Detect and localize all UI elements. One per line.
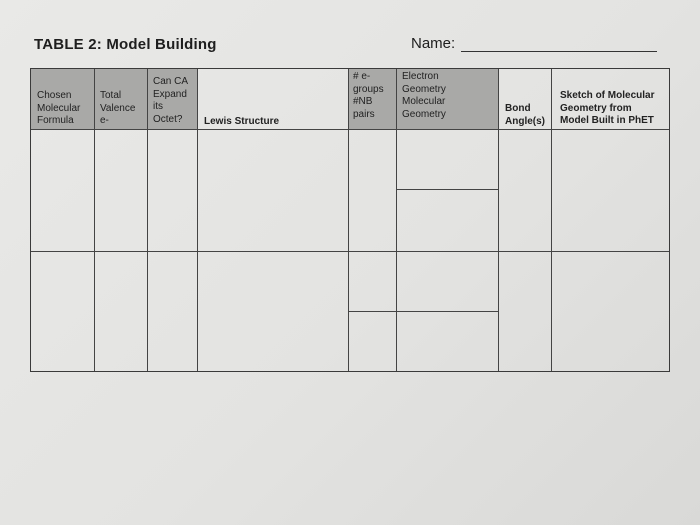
name-field [411,35,657,52]
col-header-sketch: Sketch of Molecular Geometry from Model Built in PhET [560,90,655,126]
grid-vline [498,69,499,371]
grid-vline [551,69,552,371]
grid-vline [94,69,95,371]
row-divider [31,251,669,252]
name-label: Name: [411,35,456,52]
name-line[interactable] [461,35,657,52]
col-header-formula: Chosen Molecular Formula [37,90,81,126]
geometry-subrow-line [348,311,498,312]
col-header-octet: Can CA Expand its Octet? [153,76,189,125]
page-title: TABLE 2: Model Building [34,36,217,53]
col-header-e-groups: # e- groups #NB pairs [353,71,384,120]
geometry-subrow-line [396,189,498,190]
col-header-geometry: Electron Geometry Molecular Geometry [402,71,446,120]
grid-vline [197,69,198,371]
grid-vline [147,69,148,371]
grid-vline [396,69,397,371]
header-bottom-line [31,129,669,130]
col-header-valence: Total Valence e- [100,90,136,126]
col-header-lewis: Lewis Structure [204,116,280,127]
col-header-bond-angle: Bond Angle(s) [505,103,545,127]
model-building-table [30,68,670,372]
grid-vline [348,69,349,371]
